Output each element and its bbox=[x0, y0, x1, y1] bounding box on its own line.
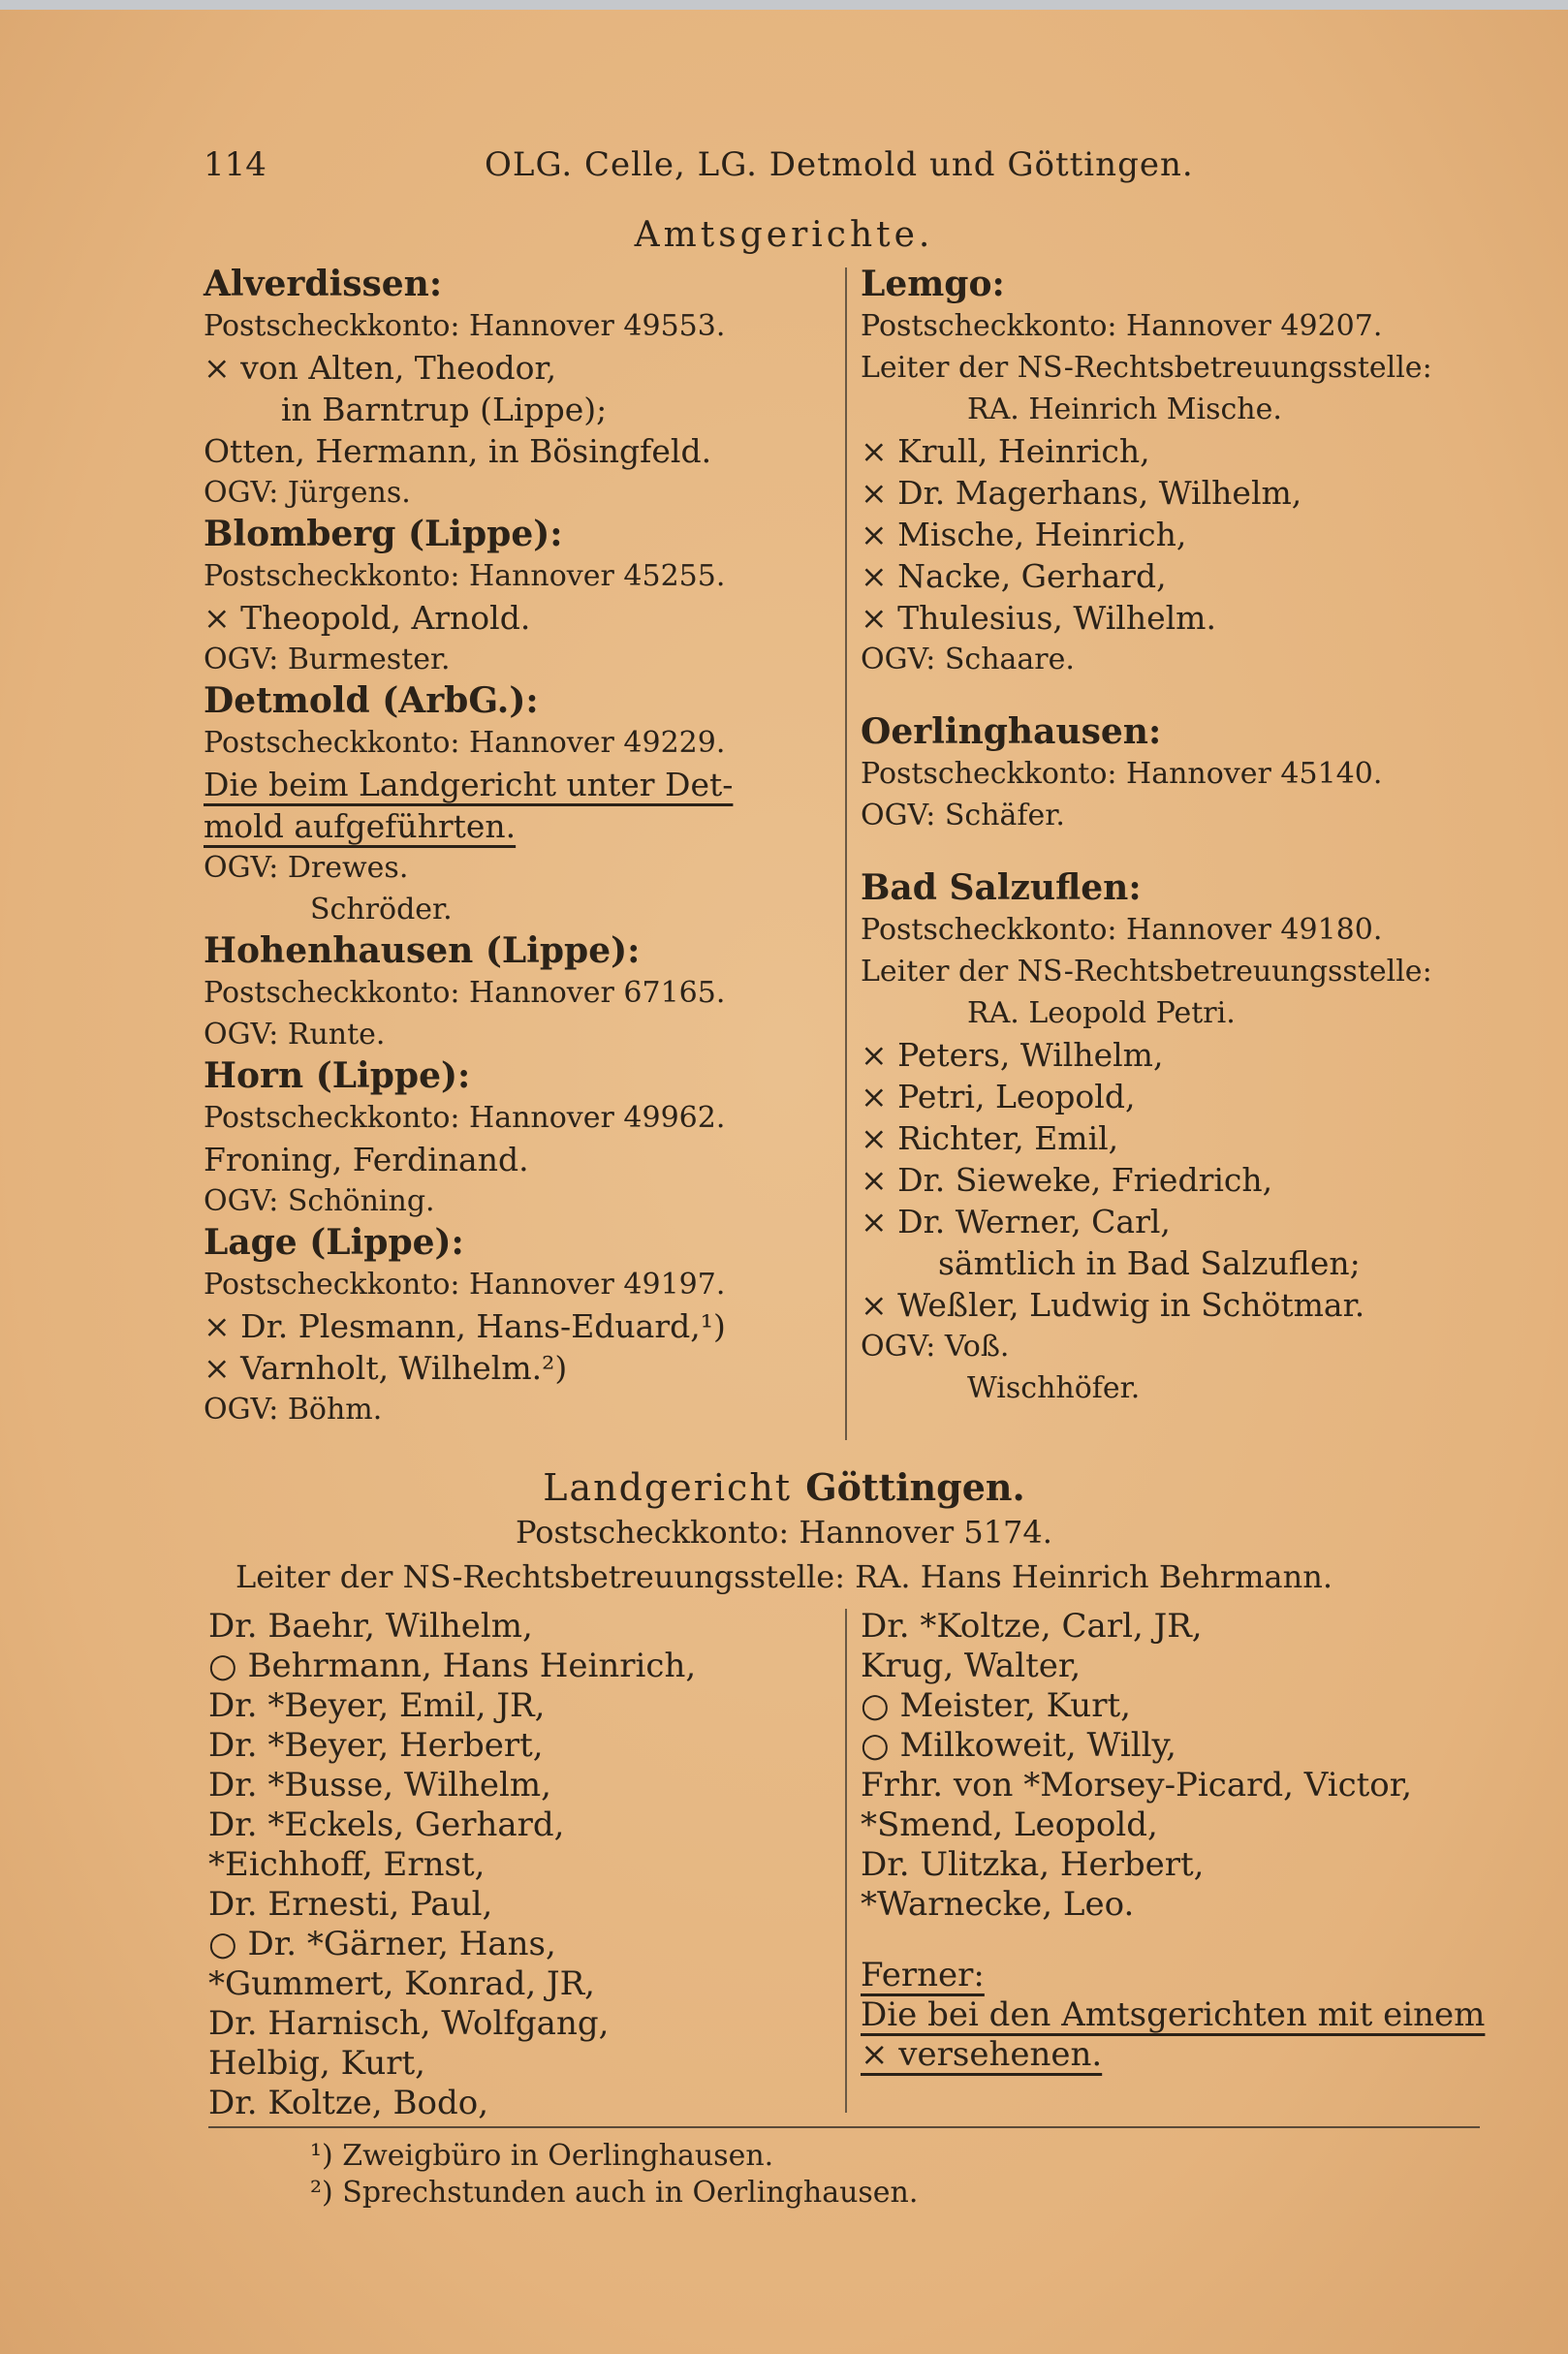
spacer bbox=[861, 1925, 1481, 1956]
column-divider bbox=[845, 267, 847, 1440]
court-heading: Oerlinghausen: bbox=[861, 711, 1162, 752]
court-heading: Detmold (ArbG.): bbox=[204, 680, 539, 721]
entry-line: Leiter der NS-Rechtsbetreuungsstelle: bbox=[861, 351, 1432, 385]
spacer bbox=[861, 680, 1461, 711]
entry-line: Postscheckkonto: Hannover 67165. bbox=[204, 976, 726, 1010]
entry-line: OGV: Runte. bbox=[204, 1018, 386, 1051]
entry-line: Postscheckkonto: Hannover 49207. bbox=[861, 309, 1383, 343]
entry-line: OGV: Voß. bbox=[861, 1330, 1010, 1364]
landgericht-title bbox=[0, 1465, 1568, 1509]
page-number: 114 bbox=[204, 145, 267, 184]
footnote: ²) Sprechstunden auch in Oerlinghausen. bbox=[310, 2176, 919, 2210]
entry-line: Postscheckkonto: Hannover 45255. bbox=[204, 559, 726, 593]
entry-line: OGV: Jürgens. bbox=[204, 476, 411, 510]
entry-line: Dr. Ernesti, Paul, bbox=[208, 1885, 493, 1924]
entry-line: Leiter der NS-Rechtsbetreuungsstelle: bbox=[861, 955, 1432, 989]
entry-line: Krug, Walter, bbox=[861, 1647, 1082, 1685]
entry-line: RA. Leopold Petri. bbox=[967, 996, 1236, 1030]
entry-line: × Richter, Emil, bbox=[861, 1119, 1119, 1157]
entry-line: Die beim Landgericht unter Det- bbox=[204, 766, 734, 803]
court-heading: Lage (Lippe): bbox=[204, 1222, 464, 1263]
entry-line: Postscheckkonto: Hannover 49962. bbox=[204, 1101, 726, 1135]
landgericht-leiter: Leiter der NS-Rechtsbetreuungsstelle: RA. Hans Heinrich Behrmann. bbox=[235, 1558, 1333, 1595]
entry-line: × Nacke, Gerhard, bbox=[861, 557, 1167, 595]
entry-line: in Barntrup (Lippe); bbox=[281, 391, 608, 428]
section-title: Amtsgerichte. bbox=[634, 215, 934, 255]
entry-line: × von Alten, Theodor, bbox=[204, 349, 557, 387]
lg-column-divider bbox=[845, 1609, 847, 2113]
court-heading: Bad Salzuflen: bbox=[861, 867, 1142, 908]
right-column bbox=[861, 264, 1461, 1409]
entry-line: OGV: Burmester. bbox=[204, 643, 451, 676]
entry-line: *Smend, Leopold, bbox=[861, 1805, 1158, 1844]
left-column bbox=[204, 264, 833, 1430]
entry-line: × Dr. Werner, Carl, bbox=[861, 1203, 1171, 1240]
entry-line: ○ Meister, Kurt, bbox=[861, 1686, 1131, 1725]
court-heading: Blomberg (Lippe): bbox=[204, 514, 563, 554]
entry-line: Dr. Koltze, Bodo, bbox=[208, 2084, 489, 2122]
entry-line: Wischhöfer. bbox=[967, 1371, 1141, 1405]
entry-line: Dr. *Busse, Wilhelm, bbox=[208, 1766, 551, 1805]
spacer bbox=[861, 836, 1461, 867]
entry-line: Frhr. von *Morsey-Picard, Victor, bbox=[861, 1766, 1413, 1805]
entry-line: × Theopold, Arnold. bbox=[204, 599, 531, 637]
entry-line: OGV: Schöning. bbox=[204, 1184, 435, 1218]
entry-line: Dr. *Beyer, Emil, JR, bbox=[208, 1686, 546, 1725]
court-heading: Hohenhausen (Lippe): bbox=[204, 930, 641, 971]
lg-right-column bbox=[861, 1607, 1486, 2075]
entry-line: × Dr. Sieweke, Friedrich, bbox=[861, 1161, 1273, 1199]
entry-line: × Thulesius, Wilhelm. bbox=[861, 599, 1216, 637]
scan-edge bbox=[0, 0, 1568, 10]
entry-line: × Peters, Wilhelm, bbox=[861, 1036, 1164, 1074]
entry-line: × Dr. Plesmann, Hans-Eduard,¹) bbox=[204, 1307, 726, 1345]
entry-line: mold aufgeführten. bbox=[204, 807, 517, 845]
entry-line: × Petri, Leopold, bbox=[861, 1078, 1136, 1115]
entry-line: × versehenen. bbox=[861, 2035, 1103, 2074]
entry-line: Postscheckkonto: Hannover 45140. bbox=[861, 757, 1383, 791]
entry-line: Postscheckkonto: Hannover 49197. bbox=[204, 1268, 726, 1302]
entry-line: Postscheckkonto: Hannover 49180. bbox=[861, 913, 1383, 947]
footnote-rule bbox=[208, 2126, 1480, 2128]
page-header bbox=[204, 145, 1502, 188]
entry-line: Otten, Hermann, in Bösingfeld. bbox=[204, 432, 712, 470]
entry-line: Froning, Ferdinand. bbox=[204, 1141, 529, 1178]
running-title: OLG. Celle, LG. Detmold und Göttingen. bbox=[485, 145, 1194, 184]
entry-line: Postscheckkonto: Hannover 49553. bbox=[204, 309, 726, 343]
entry-line: sämtlich in Bad Salzuflen; bbox=[938, 1244, 1361, 1282]
entry-line: Helbig, Kurt, bbox=[208, 2044, 425, 2083]
entry-line: OGV: Drewes. bbox=[204, 851, 409, 885]
entry-line: Dr. Harnisch, Wolfgang, bbox=[208, 2004, 610, 2043]
landgericht-postscheck: Postscheckkonto: Hannover 5174. bbox=[516, 1514, 1052, 1551]
entry-line: OGV: Schäfer. bbox=[861, 799, 1065, 832]
entry-line: × Mische, Heinrich, bbox=[861, 516, 1187, 553]
entry-line: ○ Behrmann, Hans Heinrich, bbox=[208, 1647, 697, 1685]
entry-line: Dr. *Eckels, Gerhard, bbox=[208, 1805, 565, 1844]
landgericht-title-prefix: Landgericht bbox=[543, 1466, 793, 1509]
entry-line: ○ Dr. *Gärner, Hans, bbox=[208, 1925, 556, 1963]
entry-line: RA. Heinrich Mische. bbox=[967, 392, 1282, 426]
entry-line: Schröder. bbox=[310, 893, 453, 926]
entry-line: Dr. Baehr, Wilhelm, bbox=[208, 1607, 533, 1646]
entry-line: Postscheckkonto: Hannover 49229. bbox=[204, 726, 726, 760]
entry-line: *Warnecke, Leo. bbox=[861, 1885, 1135, 1924]
entry-line: Ferner: bbox=[861, 1956, 985, 1994]
court-heading: Lemgo: bbox=[861, 264, 1005, 304]
lg-left-column bbox=[208, 1607, 838, 2123]
entry-line: *Gummert, Konrad, JR, bbox=[208, 1964, 595, 2003]
landgericht-title-place: Göttingen. bbox=[805, 1465, 1025, 1509]
entry-line: × Varnholt, Wilhelm.²) bbox=[204, 1349, 568, 1387]
entry-line: Dr. *Koltze, Carl, JR, bbox=[861, 1607, 1203, 1646]
entry-line: × Dr. Magerhans, Wilhelm, bbox=[861, 474, 1302, 512]
court-heading: Horn (Lippe): bbox=[204, 1055, 471, 1096]
court-heading: Alverdissen: bbox=[204, 264, 443, 304]
entry-line: ○ Milkoweit, Willy, bbox=[861, 1726, 1176, 1765]
entry-line: × Weßler, Ludwig in Schötmar. bbox=[861, 1286, 1365, 1324]
entry-line: Dr. *Beyer, Herbert, bbox=[208, 1726, 544, 1765]
entry-line: *Eichhoff, Ernst, bbox=[208, 1845, 486, 1884]
entry-line: OGV: Böhm. bbox=[204, 1393, 383, 1427]
entry-line: Die bei den Amtsgerichten mit einem bbox=[861, 1995, 1486, 2034]
entry-line: Dr. Ulitzka, Herbert, bbox=[861, 1845, 1205, 1884]
footnotes bbox=[310, 2138, 918, 2212]
footnote: ¹) Zweigbüro in Oerlinghausen. bbox=[310, 2139, 774, 2173]
entry-line: × Krull, Heinrich, bbox=[861, 432, 1150, 470]
entry-line: OGV: Schaare. bbox=[861, 643, 1075, 676]
